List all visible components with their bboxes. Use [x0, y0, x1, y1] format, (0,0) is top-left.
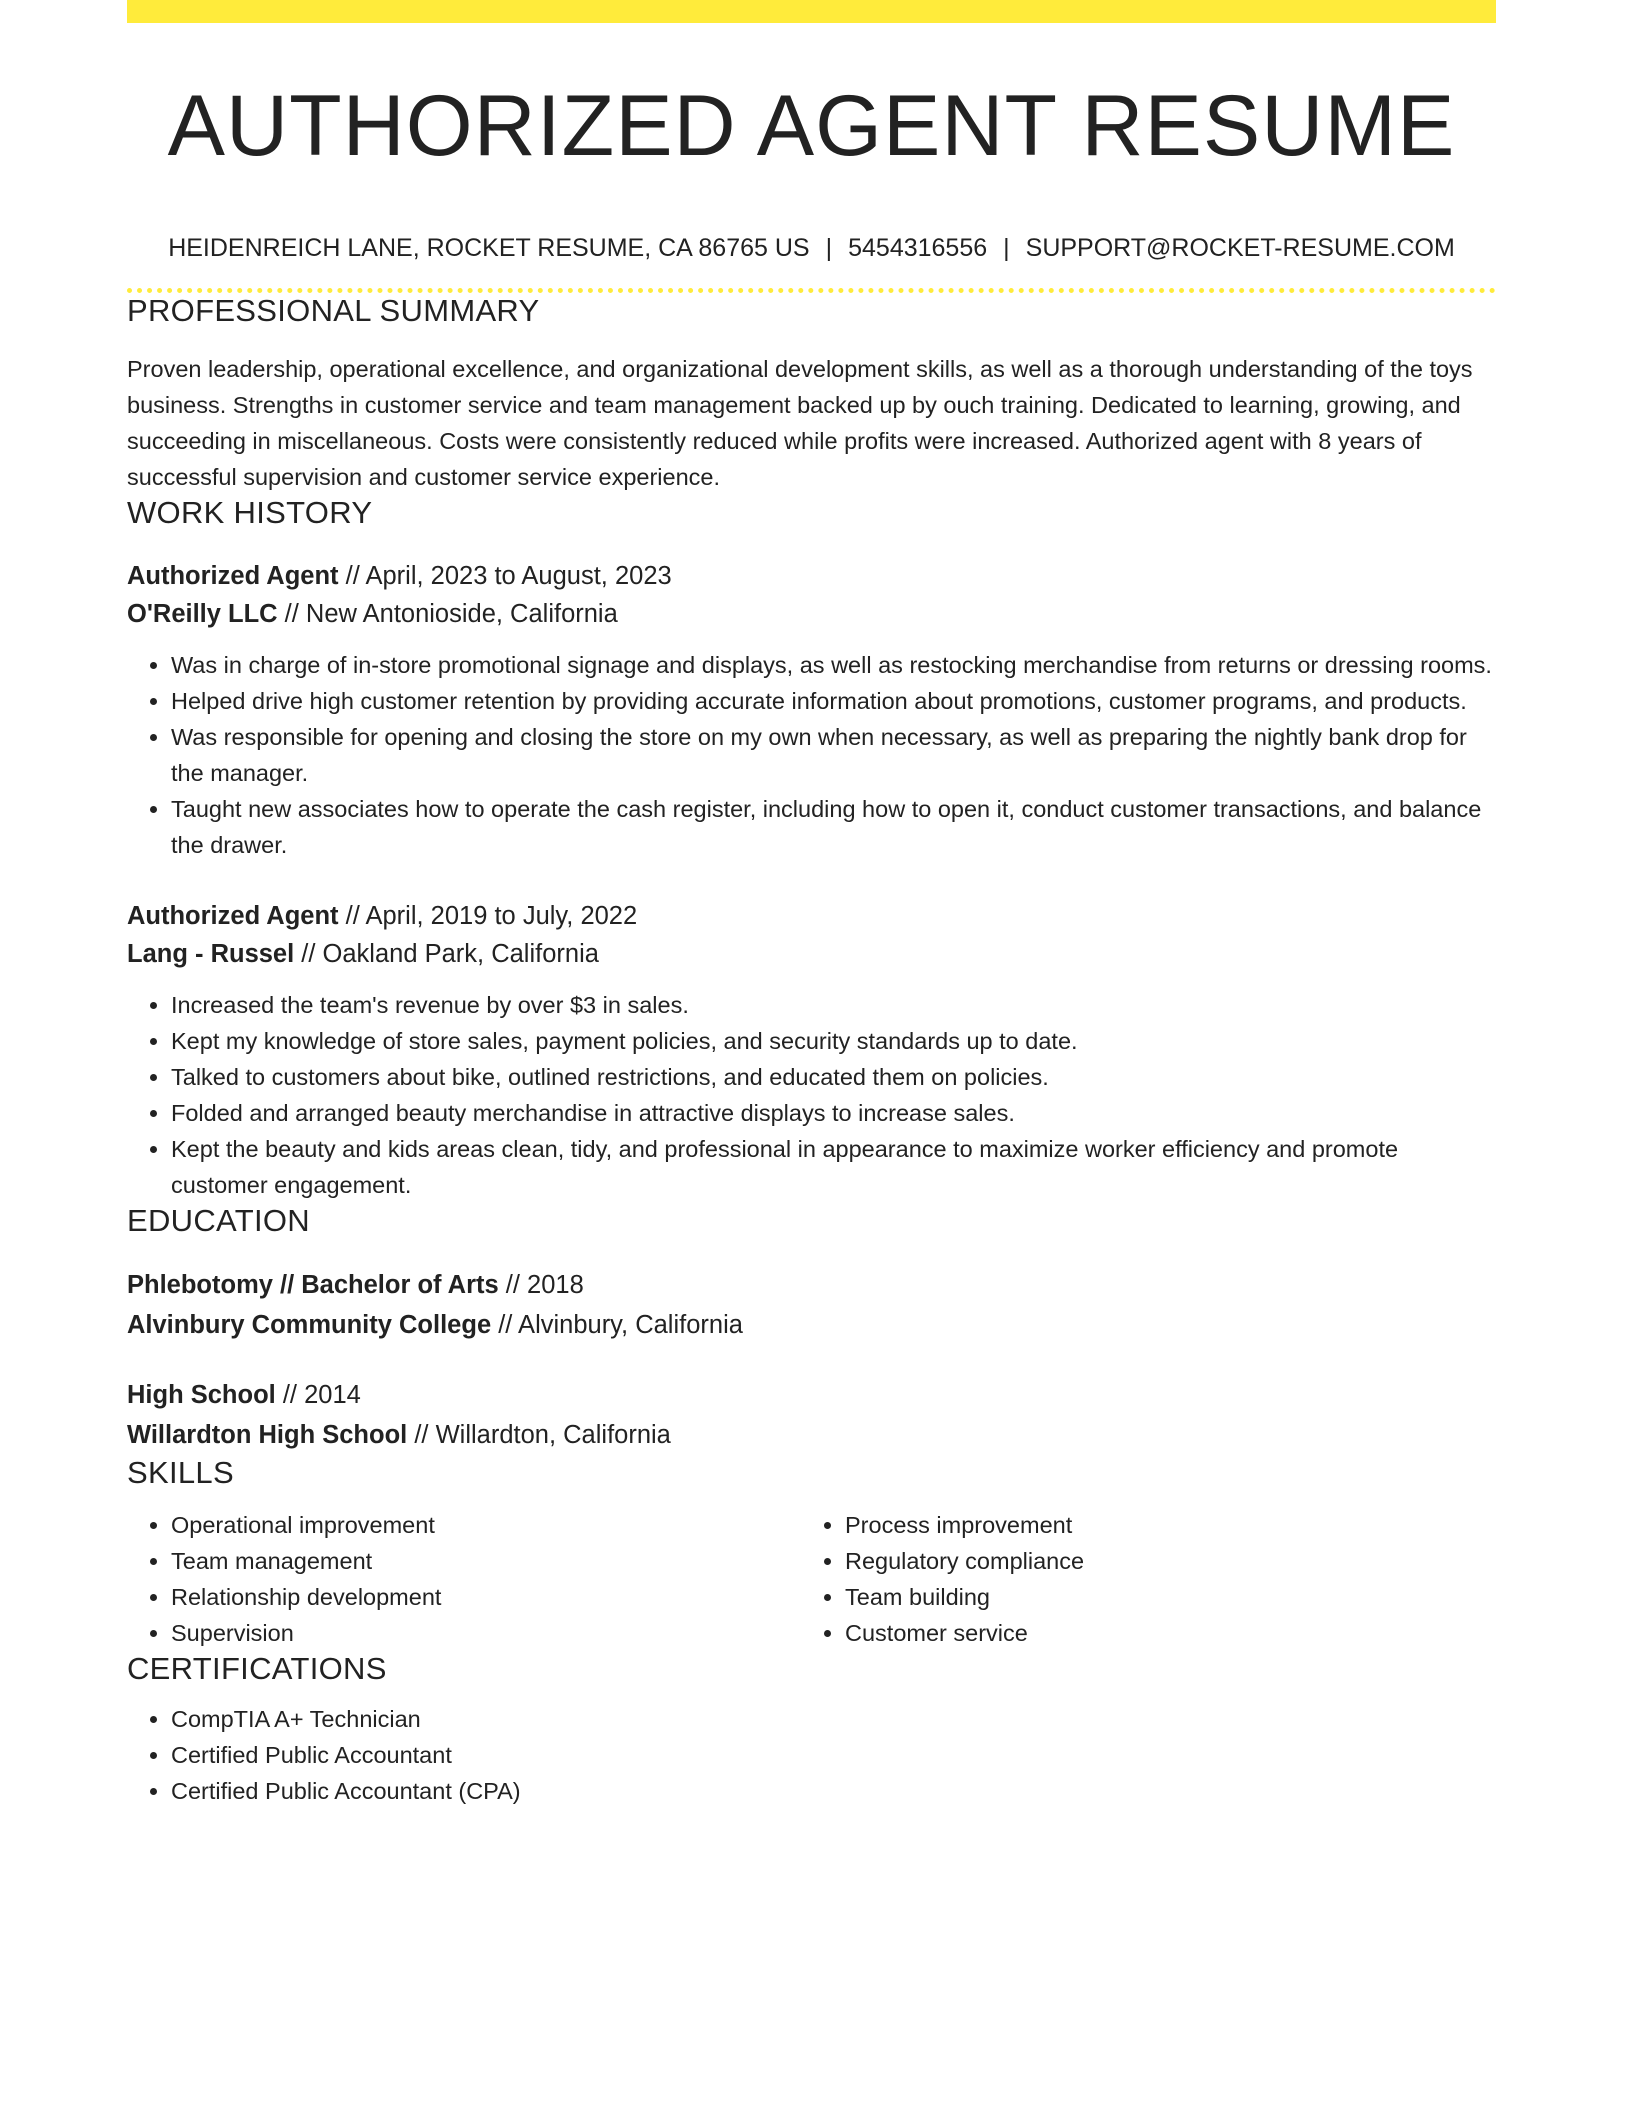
contact-separator: |	[825, 234, 833, 262]
skill-item: • Team building	[845, 1579, 1475, 1615]
job-dates: // April, 2023 to August, 2023	[338, 562, 672, 590]
section-heading-skills: SKILLS	[127, 1455, 234, 1490]
certification-item: • Certified Public Accountant (CPA)	[171, 1773, 1496, 1809]
education-school: Alvinbury Community College	[127, 1311, 492, 1339]
job-bullets	[127, 987, 1496, 1203]
job-bullet: • Kept my knowledge of store sales, payment policies, and security standards up to date.	[171, 1023, 1496, 1059]
job-bullet: • Folded and arranged beauty merchandise in attractive displays to increase sales.	[171, 1095, 1496, 1131]
resume-title: AUTHORIZED AGENT RESUME	[167, 78, 1456, 174]
certification-item: • Certified Public Accountant	[171, 1737, 1496, 1773]
section-heading-work: WORK HISTORY	[127, 495, 373, 530]
resume-page	[127, 0, 1496, 1809]
skills-column-right	[801, 1507, 1475, 1651]
job-entry	[127, 897, 1496, 1203]
skill-item: • Supervision	[171, 1615, 801, 1651]
job-company-line	[127, 935, 1496, 973]
job-location: // Oakland Park, California	[294, 940, 599, 968]
contact-email: SUPPORT@ROCKET-RESUME.COM	[1025, 234, 1455, 262]
education-entry	[127, 1375, 1496, 1455]
contact-address: HEIDENREICH LANE, ROCKET RESUME, CA 86765 US	[168, 234, 810, 262]
job-company-line	[127, 595, 1496, 633]
contact-phone: 5454316556	[848, 234, 988, 262]
skill-item: • Customer service	[845, 1615, 1475, 1651]
job-location: // New Antonioside, California	[277, 600, 618, 628]
job-bullet: • Talked to customers about bike, outlined restrictions, and educated them on policies.	[171, 1059, 1496, 1095]
job-bullet: • Helped drive high customer retention by providing accurate information about promotions, customer programs, and products.	[171, 683, 1496, 719]
job-company: O'Reilly LLC	[127, 600, 278, 628]
skills-column-left	[127, 1507, 801, 1651]
job-entry	[127, 557, 1496, 863]
job-bullet: • Kept the beauty and kids areas clean, tidy, and professional in appearance to maximize worker efficiency and promote customer engagement.	[171, 1131, 1496, 1203]
education-school-line	[127, 1305, 1496, 1345]
education-year: // 2014	[275, 1381, 361, 1409]
job-bullets	[127, 647, 1496, 863]
education-degree: Phlebotomy // Bachelor of Arts	[127, 1271, 499, 1299]
skill-item: • Operational improvement	[171, 1507, 801, 1543]
section-heading-summary: PROFESSIONAL SUMMARY	[127, 293, 540, 328]
education-school: Willardton High School	[127, 1421, 408, 1449]
job-bullet: • Was responsible for opening and closing the store on my own when necessary, as well as preparing the nightly bank drop for the manager.	[171, 719, 1496, 791]
education-entry	[127, 1265, 1496, 1345]
education-year: // 2018	[498, 1271, 584, 1299]
job-company: Lang - Russel	[127, 940, 295, 968]
skill-item: • Relationship development	[171, 1579, 801, 1615]
accent-bar	[127, 0, 1496, 23]
job-dates: // April, 2019 to July, 2022	[338, 902, 638, 930]
job-bullet: • Was in charge of in-store promotional signage and displays, as well as restocking merchandise from returns or dressing rooms.	[171, 647, 1496, 683]
education-location: // Willardton, California	[407, 1421, 671, 1449]
job-bullet: • Taught new associates how to operate the cash register, including how to open it, conduct customer transactions, and balance the drawer.	[171, 791, 1496, 863]
section-heading-certifications: CERTIFICATIONS	[127, 1651, 387, 1686]
job-title: Authorized Agent	[127, 562, 339, 590]
summary-text: Proven leadership, operational excellence, and organizational development skills, as well as a thorough understanding of the toys business. Strengths in customer service and team management backed up by ouch training. Dedicated to learning, growing, and succeeding in miscellaneous. Costs were consistently reduced while profits were increased. Authorized agent with 8 years of successful supervision and customer service experience.	[127, 356, 1473, 490]
education-degree-line	[127, 1265, 1496, 1305]
education-school-line	[127, 1415, 1496, 1455]
contact-separator: |	[1003, 234, 1010, 262]
contact-line	[127, 233, 1496, 263]
job-title-line	[127, 897, 1496, 935]
skill-item: • Team management	[171, 1543, 801, 1579]
section-heading-education: EDUCATION	[127, 1203, 310, 1238]
job-bullet: • Increased the team's revenue by over $3 in sales.	[171, 987, 1496, 1023]
job-title: Authorized Agent	[127, 902, 339, 930]
skill-item: • Regulatory compliance	[845, 1543, 1475, 1579]
job-title-line	[127, 557, 1496, 595]
education-degree-line	[127, 1375, 1496, 1415]
certification-list	[127, 1701, 1496, 1809]
skill-item: • Process improvement	[845, 1507, 1475, 1543]
certification-item: • CompTIA A+ Technician	[171, 1701, 1496, 1737]
education-degree: High School	[127, 1381, 276, 1409]
education-location: // Alvinbury, California	[491, 1311, 743, 1339]
skills-grid	[127, 1507, 1496, 1651]
